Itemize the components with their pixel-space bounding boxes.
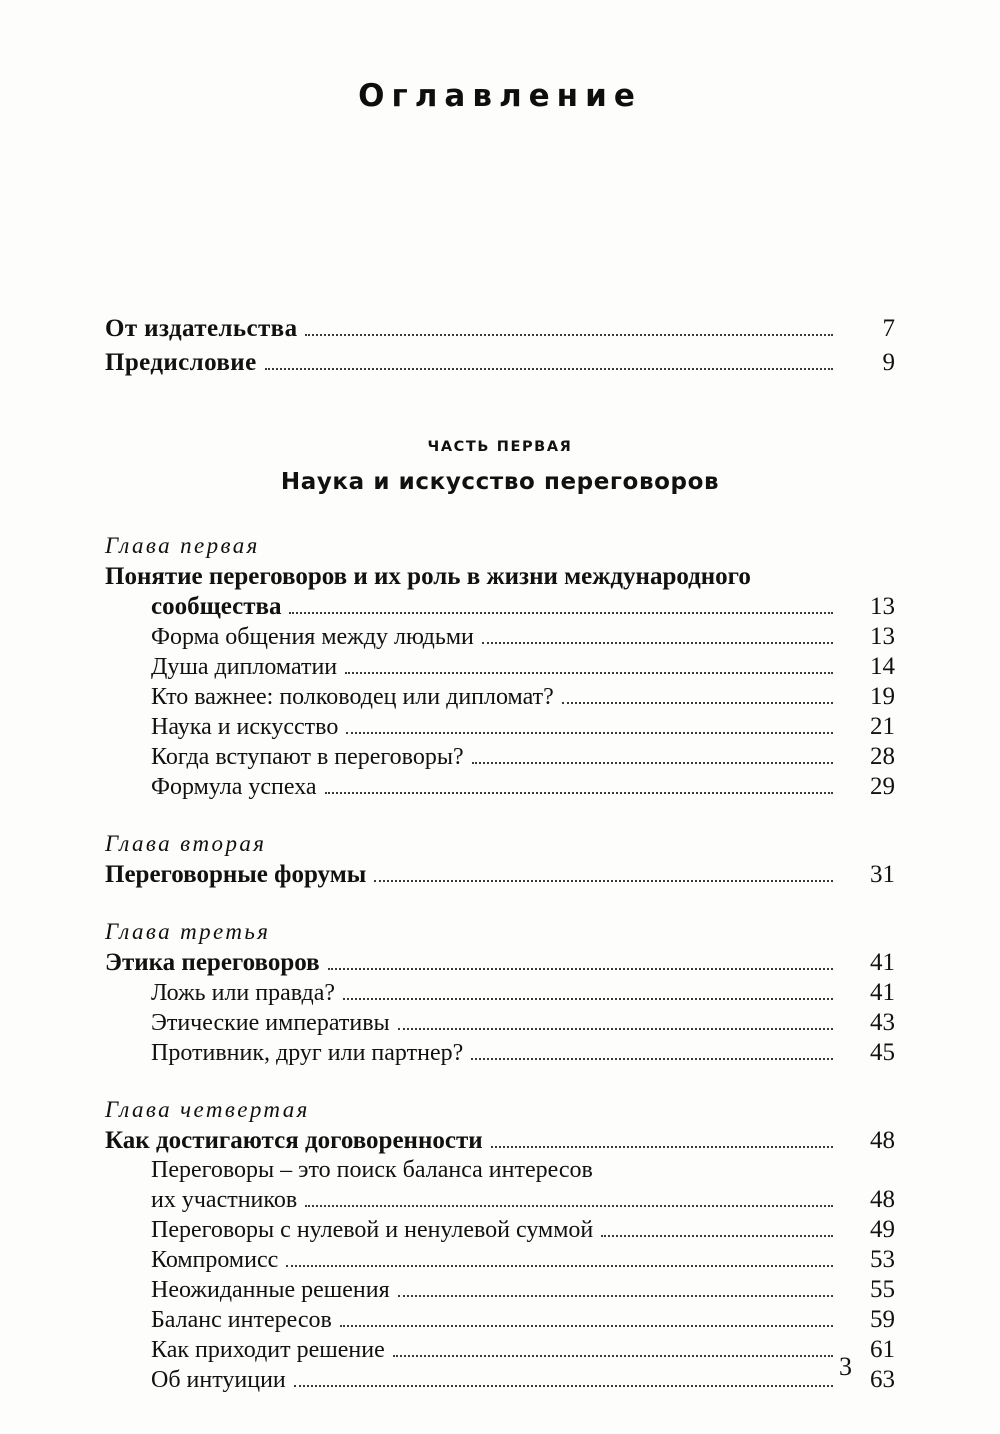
toc-subitem-page: 28 [870,742,895,770]
toc-subitem-label: Наука и искусство [151,713,339,740]
toc-entry-page: 7 [882,314,895,342]
toc-subitem-label: Ложь или правда? [151,979,336,1006]
toc-entry[interactable] [105,315,895,343]
toc-subitem-page: 43 [870,1008,895,1036]
toc-subitem-label: Этические императивы [151,1009,390,1036]
toc-subitem-page: 19 [870,682,895,710]
leader-dots [491,1145,833,1148]
toc-subitem-page: 41 [870,978,895,1006]
toc-subitem-label: Баланс интересов [151,1306,332,1333]
chapter-block [105,1097,895,1394]
chapter-title-text: Как достигаются договоренности [105,1126,483,1154]
toc-subitem[interactable] [105,1336,895,1364]
toc-subitem-page: 48 [870,1185,895,1213]
chapter-title-text: Понятие переговоров и их роль в жизни международного [105,562,751,590]
toc-subitem-label: Кто важнее: полководец или дипломат? [151,683,554,710]
toc-subitem[interactable] [105,653,895,681]
toc-subitem[interactable] [105,1157,895,1184]
toc-subitem-page: 13 [870,622,895,650]
leader-dots [305,333,833,336]
chapter-block [105,831,895,889]
chapter-title-text: Этика переговоров [105,948,320,976]
chapter-page: 48 [870,1126,895,1154]
chapter-block [105,919,895,1067]
page-title: Оглавление [358,78,642,114]
toc-subitem-label: Переговоры с нулевой и ненулевой суммой [151,1216,594,1243]
toc-subitem-page: 55 [870,1275,895,1303]
leader-dots [471,1057,833,1060]
toc-subitem-page: 61 [870,1335,895,1363]
leader-dots [265,367,833,370]
leader-dots [472,761,833,764]
toc-subitem-label: Душа дипломатии [151,653,338,680]
toc-subitem[interactable] [105,683,895,711]
leader-dots [374,879,833,882]
toc-subitem[interactable] [105,743,895,771]
leader-dots [289,611,833,614]
chapter-title-text: сообщества [151,592,282,620]
toc-subitem[interactable] [105,1216,895,1244]
toc-subitem[interactable] [105,1039,895,1067]
leader-dots [286,1264,833,1267]
toc-subitem[interactable] [105,773,895,801]
toc-subitem-page: 21 [870,712,895,740]
chapter-block [105,533,895,801]
front-matter-entries [105,315,895,377]
chapter-title-line[interactable] [105,1127,895,1155]
toc-subitem-label: Как приходит решение [151,1336,385,1363]
chapter-page: 13 [870,592,895,620]
page-number: 3 [839,1352,852,1381]
part-title: Наука и искусство переговоров [280,468,720,495]
toc-subitem[interactable] [105,623,895,651]
toc-subitem-label: Компромисс [151,1246,279,1273]
toc-subitem[interactable] [105,1009,895,1037]
leader-dots [340,1324,833,1327]
chapter-title-line[interactable] [105,563,895,591]
chapter-title-text: Переговорные форумы [105,860,367,888]
chapter-page: 31 [870,860,895,888]
leader-dots [294,1384,833,1387]
toc-subitem[interactable] [105,979,895,1007]
leader-dots [398,1294,833,1297]
leader-dots [343,997,833,1000]
toc-entry-label: Предисловие [105,348,257,376]
toc-subitem-continuation[interactable] [105,1186,895,1214]
toc-subitem[interactable] [105,1246,895,1274]
chapter-kicker: Глава четвертая [105,1096,310,1122]
leader-dots [345,671,833,674]
chapter-title-line[interactable] [105,593,895,621]
leader-dots [562,701,833,704]
toc-subitem-label: их участников [151,1186,298,1213]
toc-subitem-page: 63 [870,1365,895,1393]
leader-dots [393,1354,833,1357]
chapter-kicker: Глава первая [105,532,260,558]
toc-subitem-label: Об интуиции [151,1366,286,1393]
toc-subitem-label: Противник, друг или партнер? [151,1039,464,1066]
toc-subitem-label: Форма общения между людьми [151,623,474,650]
toc-subitem-page: 14 [870,652,895,680]
toc-subitem-label: Когда вступают в переговоры? [151,743,464,770]
part-kicker: ЧАСТЬ ПЕРВАЯ [427,438,573,455]
toc-subitem-page: 49 [870,1215,895,1243]
leader-dots [305,1204,833,1207]
leader-dots [346,731,833,734]
chapter-page: 41 [870,948,895,976]
table-of-contents [105,135,895,1394]
leader-dots [325,791,833,794]
toc-entry-page: 9 [882,348,895,376]
leader-dots [328,967,833,970]
leader-dots [601,1234,833,1237]
toc-subitem[interactable] [105,1366,895,1394]
chapter-title-line[interactable] [105,949,895,977]
toc-subitem-page: 45 [870,1038,895,1066]
toc-subitem-page: 29 [870,772,895,800]
toc-subitem-page: 53 [870,1245,895,1273]
chapter-kicker: Глава третья [105,918,271,944]
part-heading [105,439,895,495]
toc-subitem[interactable] [105,1306,895,1334]
toc-subitem[interactable] [105,713,895,741]
toc-subitem-label: Переговоры – это поиск баланса интересов [151,1156,593,1183]
toc-entry-label: От издательства [105,314,298,342]
toc-subitem-label: Формула успеха [151,773,317,800]
leader-dots [398,1027,833,1030]
toc-subitem-page: 59 [870,1305,895,1333]
chapter-title-line[interactable] [105,861,895,889]
toc-subitem[interactable] [105,1276,895,1304]
chapter-kicker: Глава вторая [105,830,267,856]
toc-entry[interactable] [105,349,895,377]
toc-subitem-label: Неожиданные решения [151,1276,390,1303]
leader-dots [482,641,833,644]
